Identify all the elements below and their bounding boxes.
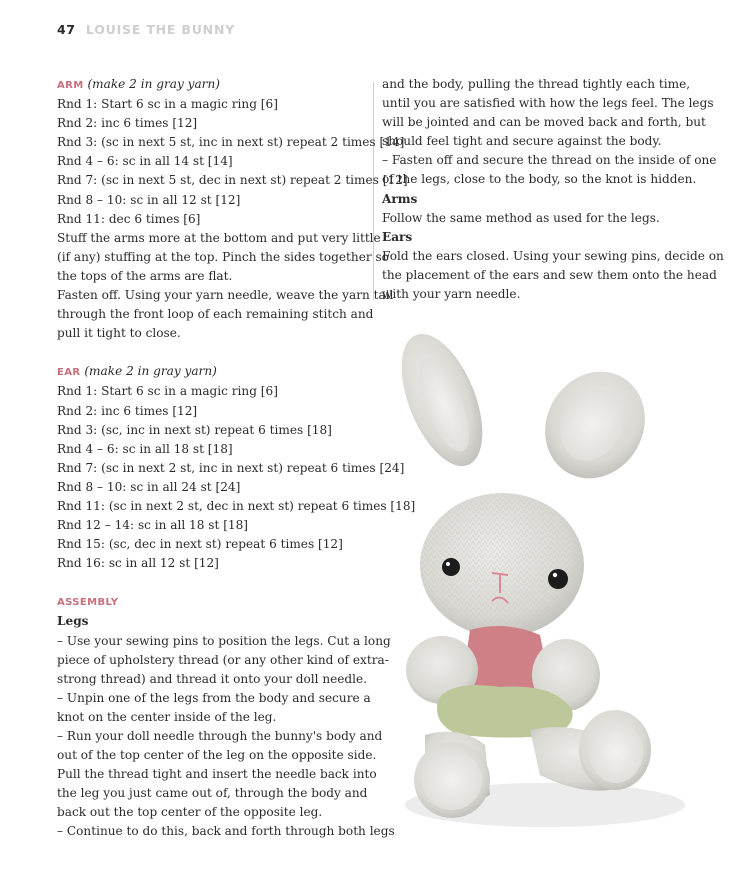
round-label: Rnd 2: xyxy=(57,116,98,131)
legs-instruction-line: knot on the center inside of the leg. xyxy=(57,709,277,724)
ears-instruction-line: Fold the ears closed. Using your sewing pins, decide on xyxy=(382,248,724,263)
arm-section-label: ARM xyxy=(57,80,84,91)
round-text: (sc in next 5 st, dec in next st) repeat 2 times [12] xyxy=(101,173,408,188)
legs-instruction-line: and the body, pulling the thread tightly each time, xyxy=(382,77,691,91)
round-text: sc in all 12 st [12] xyxy=(108,556,219,571)
round-text: (sc in next 5 st, inc in next st) repeat 2 times [14] xyxy=(101,135,405,150)
round-label: Rnd 4 – 6: xyxy=(57,441,119,456)
ears-instructions xyxy=(382,247,724,304)
ear-round xyxy=(57,535,375,554)
round-text: sc in all 24 st [24] xyxy=(130,479,241,494)
ear-heading xyxy=(57,362,375,382)
arm-instruction-line: the tops of the arms are flat. xyxy=(57,268,233,283)
arm-round xyxy=(57,152,375,171)
arms-text: Follow the same method as used for the legs. xyxy=(382,210,660,225)
arm-instruction-line: Fasten off. Using your yarn needle, weave the yarn tail xyxy=(57,288,394,303)
arm-instruction-line: (if any) stuffing at the top. Pinch the sides together so xyxy=(57,249,389,264)
page-header xyxy=(57,22,235,37)
right-column xyxy=(382,75,724,304)
arm-instruction-line: Stuff the arms more at the bottom and put very little xyxy=(57,230,381,245)
arm-round xyxy=(57,210,375,229)
round-text: sc in all 18 st [18] xyxy=(137,518,249,533)
round-label: Rnd 7: xyxy=(57,460,98,475)
round-label: Rnd 3: xyxy=(57,422,98,437)
ears-instruction-line: with your yarn needle. xyxy=(382,287,521,302)
arm-round xyxy=(57,114,375,133)
ears-title: Ears xyxy=(382,229,413,244)
round-text: (sc, inc in next st) repeat 6 times [18] xyxy=(101,422,332,437)
round-text: Start 6 sc in a magic ring [6] xyxy=(101,97,278,112)
arm-round xyxy=(57,191,375,210)
round-label: Rnd 15: xyxy=(57,537,105,552)
arms-title: Arms xyxy=(382,191,418,206)
legs-instruction-line: the leg you just came out of, through the body and xyxy=(57,786,368,801)
round-text: (sc in next 2 st, dec in next st) repeat 6 times [18] xyxy=(108,498,416,513)
legs-instructions xyxy=(57,632,395,842)
arm-round xyxy=(57,171,408,190)
right-eye xyxy=(548,569,568,589)
ear-round xyxy=(57,554,375,573)
legs-instruction-line: will be jointed and can be moved back and forth, but xyxy=(382,115,706,130)
legs-instruction-line: until you are satisfied with how the legs feel. The legs xyxy=(382,96,714,111)
legs-instruction-line: Pull the thread tight and insert the needle back into xyxy=(57,767,377,782)
legs-instruction-line: should feel tight and secure against the body. xyxy=(382,134,662,149)
right-ear xyxy=(526,353,664,496)
legs-instruction-line: – Run your doll needle through the bunny's body and xyxy=(57,729,383,743)
ear-round xyxy=(57,516,375,535)
round-text: Start 6 sc in a magic ring [6] xyxy=(101,384,278,399)
arm-note: (make 2 in gray yarn) xyxy=(87,77,220,91)
ear-rounds xyxy=(57,382,416,573)
legs-instruction-line: – Fasten off and secure the thread on the inside of one xyxy=(382,153,717,168)
legs-continued xyxy=(382,75,717,190)
left-eye xyxy=(442,558,460,576)
round-text: sc in all 12 st [12] xyxy=(130,192,241,207)
legs-instruction-line: – Continue to do this, back and forth through both legs xyxy=(57,824,395,839)
ear-round xyxy=(57,382,375,401)
arm-instruction-line: pull it tight to close. xyxy=(57,326,181,341)
legs-instruction-line: – Use your sewing pins to position the legs. Cut a long xyxy=(57,633,391,648)
round-label: Rnd 4 – 6: xyxy=(57,154,119,169)
round-label: Rnd 16: xyxy=(57,556,105,571)
round-text: (sc in next 2 st, inc in next st) repeat 6 times [24] xyxy=(101,460,405,475)
ears-instruction-line: the placement of the ears and sew them onto the head xyxy=(382,267,717,282)
round-text: sc in all 14 st [14] xyxy=(122,154,233,169)
arm-instructions xyxy=(57,229,394,344)
ear-round xyxy=(57,440,375,459)
legs-instruction-line: back out the top center of the opposite leg. xyxy=(57,805,323,820)
legs-instruction-line: out of the top center of the leg on the opposite side. xyxy=(57,748,377,763)
round-label: Rnd 8 – 10: xyxy=(57,192,127,207)
left-leg xyxy=(414,732,490,818)
round-text: dec 6 times [6] xyxy=(108,211,201,226)
legs-instruction-line: strong thread) and thread it onto your doll needle. xyxy=(57,671,368,686)
ear-round xyxy=(57,402,375,421)
round-text: (sc, dec in next st) repeat 6 times [12] xyxy=(108,537,343,552)
round-text: inc 6 times [12] xyxy=(101,116,198,131)
round-label: Rnd 12 – 14: xyxy=(57,518,135,533)
chapter-title: LOUISE THE BUNNY xyxy=(85,22,236,37)
legs-instruction-line: – Unpin one of the legs from the body and secure a xyxy=(57,690,371,705)
round-label: Rnd 2: xyxy=(57,403,98,418)
round-label: Rnd 8 – 10: xyxy=(57,479,127,494)
assembly-heading xyxy=(57,592,375,612)
round-label: Rnd 1: xyxy=(57,384,98,399)
bunny-photo xyxy=(380,325,736,890)
ear-round xyxy=(57,478,375,497)
legs-instruction-line: of the legs, close to the body, so the knot is hidden. xyxy=(382,172,697,187)
round-label: Rnd 7: xyxy=(57,173,98,188)
ear-note: (make 2 in gray yarn) xyxy=(84,364,217,379)
round-text: inc 6 times [12] xyxy=(101,403,198,418)
arm-round xyxy=(57,95,375,114)
page-number: 47 xyxy=(57,22,76,37)
round-label: Rnd 11: xyxy=(57,498,105,513)
ear-round xyxy=(57,459,405,478)
round-label: Rnd 1: xyxy=(57,97,98,112)
legs-title: Legs xyxy=(57,614,89,629)
legs-instruction-line: piece of upholstery thread (or any other kind of extra- xyxy=(57,652,389,667)
round-text: sc in all 18 st [18] xyxy=(122,441,233,456)
left-ear xyxy=(385,325,499,477)
round-label: Rnd 11: xyxy=(57,211,105,226)
arm-instruction-line: through the front loop of each remaining stitch and xyxy=(57,307,374,322)
ear-section-label: EAR xyxy=(57,367,81,379)
arm-heading xyxy=(57,75,375,95)
ear-round xyxy=(57,497,416,516)
ear-round xyxy=(57,421,375,440)
arm-round xyxy=(57,133,405,152)
assembly-section-label: ASSEMBLY xyxy=(57,597,119,609)
round-label: Rnd 3: xyxy=(57,135,98,150)
